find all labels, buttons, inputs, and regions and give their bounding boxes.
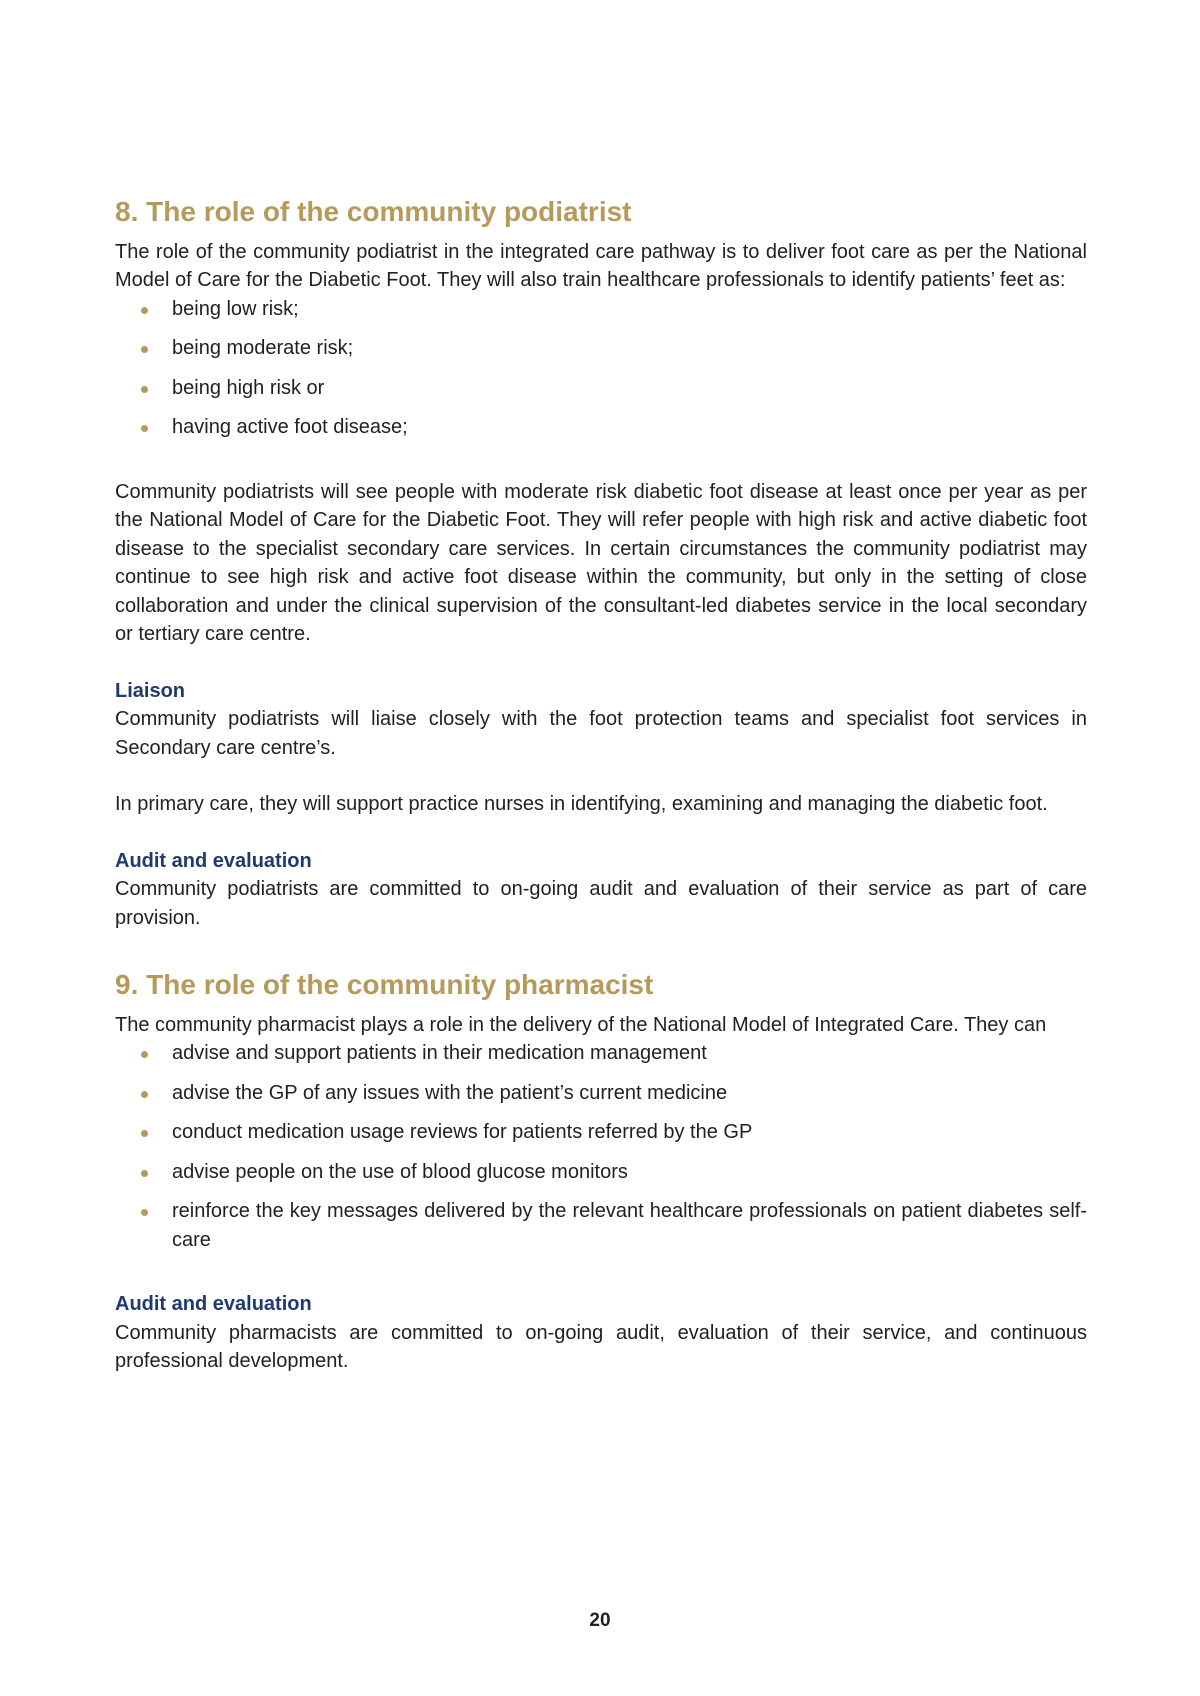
page-number: 20 [589,1610,611,1631]
list-item: being moderate risk; [141,334,1087,363]
section-8-audit-heading: Audit and evaluation [115,849,312,872]
bullet-icon [141,1209,148,1216]
section-8-intro: The role of the community podiatrist in the integrated care pathway is to deliver foot care as per the National Model of Care for the Diabetic Foot. They will also train healthcare professionals to identify patients’ feet as: [115,240,1087,292]
liaison-heading: Liaison [115,679,186,702]
page-content [115,0,1087,1376]
list-item: being high risk or [141,374,1087,403]
bullet-icon [141,1170,148,1177]
bullet-icon [141,307,148,314]
section-8-audit-text: Community podiatrists are committed to on-going audit and evaluation of their service as part of care provision. [115,878,1087,929]
liaison-text: Community podiatrists will liaise closely with the foot protection teams and specialist foot services in Secondary care centre’s. [115,708,1087,759]
section-8-title: 8. The role of the community podiatrist [115,196,632,227]
list-item: advise the GP of any issues with the patient’s current medicine [141,1079,1087,1108]
bullet-icon [141,346,148,353]
list-item: advise people on the use of blood glucose monitors [141,1158,1087,1187]
section-8-paragraph-referral: Community podiatrists will see people with moderate risk diabetic foot disease at least once per year as per the National Model of Care for the Diabetic Foot. They will refer people with high risk and active diabetic foot disease to the specialist secondary care services. In certain circumstances the community podiatrist may continue to see high risk and active foot disease within the community, but only in the setting of close collaboration and under the clinical supervision of the consultant-led diabetes service in the local secondary or tertiary care centre. [115,480,1087,646]
section-9-pharmacist-list [115,1039,1087,1254]
section-9-audit-heading: Audit and evaluation [115,1293,312,1316]
bullet-icon [141,1091,148,1098]
list-item: being low risk; [141,295,1087,324]
list-item: advise and support patients in their medication management [141,1039,1087,1068]
bullet-icon [141,1130,148,1137]
section-9-title: 9. The role of the community pharmacist [115,969,654,1001]
section-8-risk-list [115,295,1087,442]
list-item: reinforce the key messages delivered by the relevant healthcare professionals on patient diabetes self-care [141,1197,1087,1254]
bullet-icon [141,1051,148,1058]
section-9-intro: The community pharmacist plays a role in the delivery of the National Model of Integrated Care. They can [115,1013,1047,1036]
primary-care-text: In primary care, they will support practice nurses in identifying, examining and managing the diabetic foot. [115,793,1048,816]
bullet-icon [141,386,148,393]
list-item: having active foot disease; [141,413,1087,442]
bullet-icon [141,425,148,432]
section-9-audit-text: Community pharmacists are committed to on-going audit, evaluation of their service, and continuous professional development. [115,1321,1087,1373]
list-item: conduct medication usage reviews for patients referred by the GP [141,1118,1087,1147]
